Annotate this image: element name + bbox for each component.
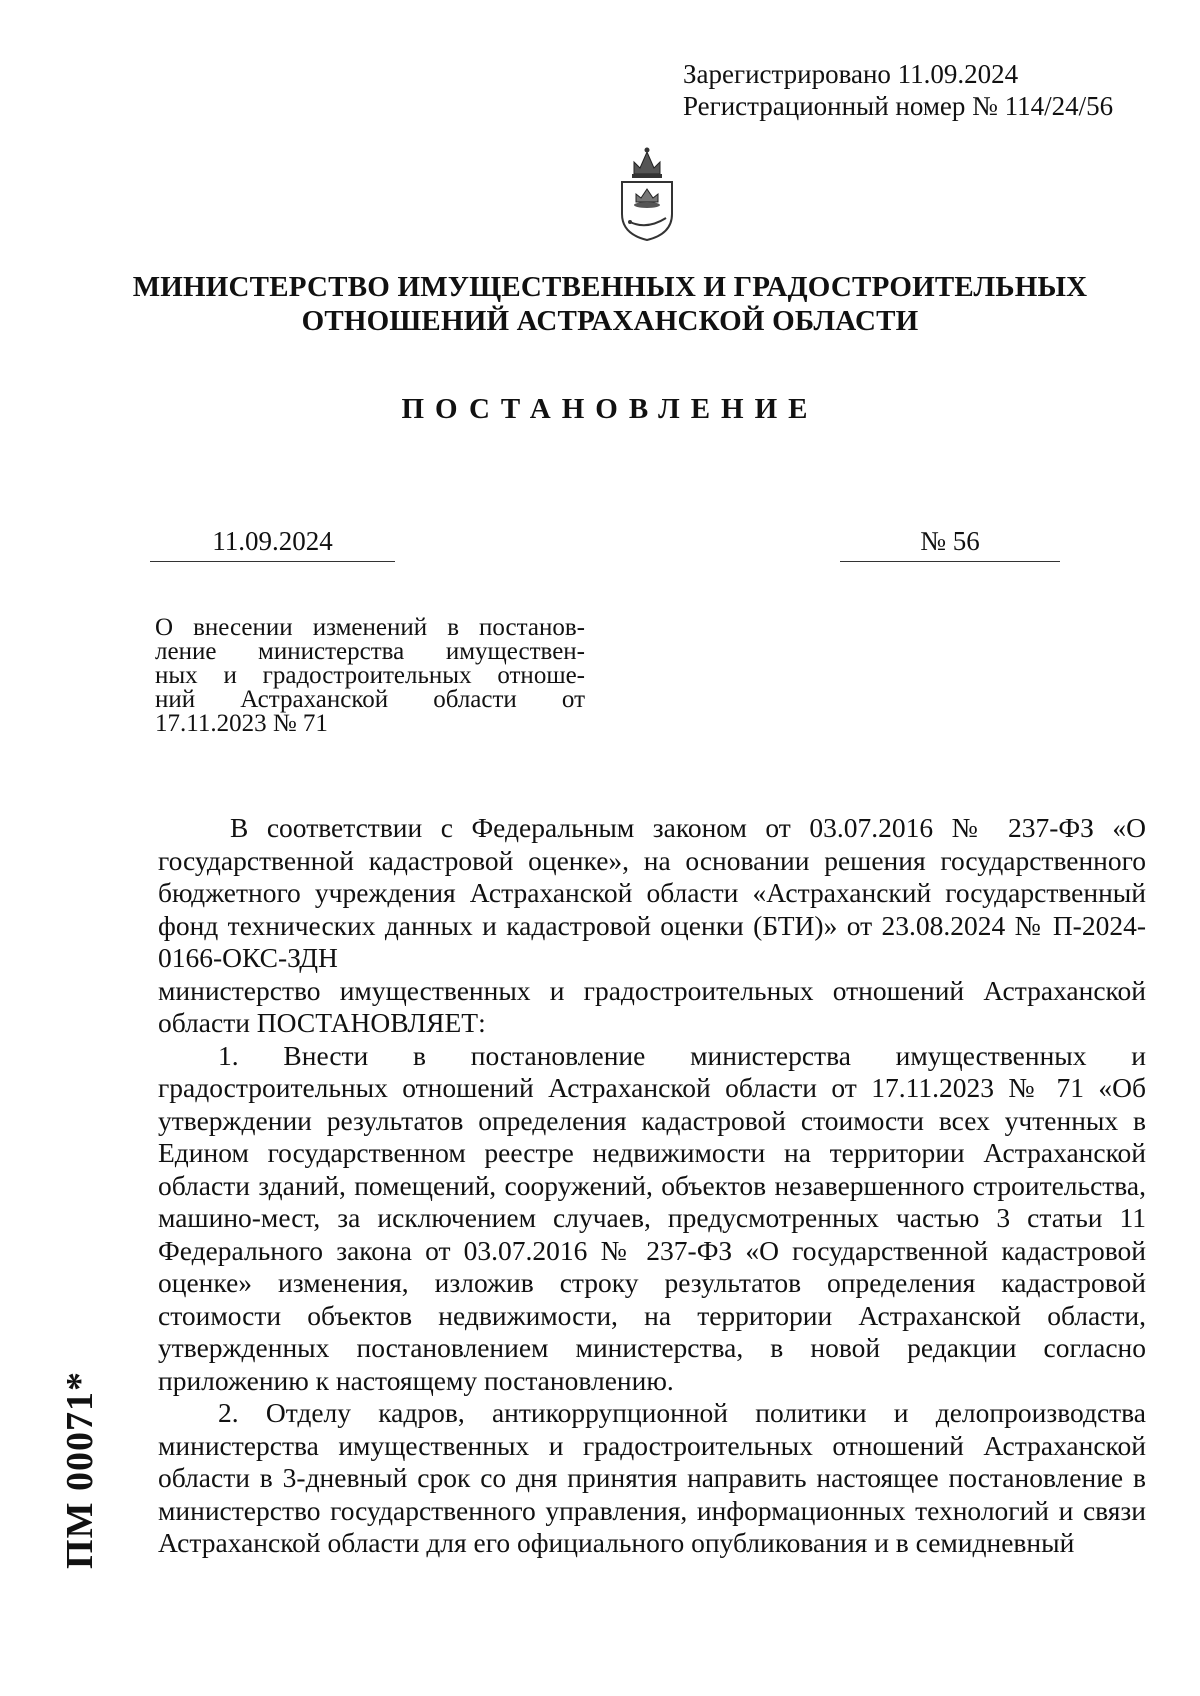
preamble-paragraph: В соответствии с Федеральным законом от 03.07.2016 № 237-ФЗ «О государственной кадастровой оценке», на основании решения государственного бюджетного учреждения Астраханской области «Астраханский государственный фонд технических данных и кадастровой оценки (БТИ)» от 23.08.2024 № П-2024-0166-ОКС-ЗДН	[158, 812, 1146, 973]
registration-number: Регистрационный номер № 114/24/56	[683, 91, 1114, 121]
document-type: ПОСТАНОВЛЕНИЕ	[401, 393, 819, 425]
document-date: 11.09.2024	[150, 526, 395, 562]
ministry-name	[120, 270, 1100, 338]
ministry-name-line2: ОТНОШЕНИЙ АСТРАХАНСКОЙ ОБЛАСТИ	[301, 305, 919, 337]
coat-of-arms-icon	[612, 144, 682, 244]
side-stamp	[60, 1340, 100, 1600]
item-1-paragraph: 1. Внести в постановление министерства имущественных и градостроительных отношений Астраханской области от 17.11.2023 № 71 «Об утверждении результатов определения кадастровой стоимости всех учтенных в Едином государственном реестре недвижимости на территории Астраханской области зданий, помещений, сооружений, объектов незавершенного строительства, машино-мест, за исключением случаев, предусмотренных частью 3 статьи 11 Федерального закона от 03.07.2016 № 237-ФЗ «О государственной кадастровой оценке» изменения, изложив строку результатов определения кадастровой стоимости объектов недвижимости, на территории Астраханской области, утвержденных постановлением министерства, в новой редакции согласно приложению к настоящему постановлению.	[158, 1039, 1146, 1396]
document-subject	[155, 616, 585, 736]
ministry-name-line1: МИНИСТЕРСТВО ИМУЩЕСТВЕННЫХ И ГРАДОСТРОИТЕЛЬНЫХ	[132, 271, 1088, 303]
side-stamp-text: ПМ 00071*	[59, 1371, 101, 1569]
item-2-paragraph: 2. Отделу кадров, антикоррупционной политики и делопроизводства министерства имущественных и градостроительных отношений Астраханской области в 3-дневный срок со дня принятия направить настоящее постановление в министерство государственного управления, информационных технологий и связи Астраханской области для его официального опубликования и в семидневный	[158, 1397, 1146, 1558]
subject-line: 17.11.2023 № 71	[155, 710, 328, 737]
document-body	[158, 812, 1146, 1560]
subject-line: О внесении изменений в постанов-	[155, 614, 585, 641]
subject-line: ных и градостроительных отноше-	[155, 662, 585, 689]
document-number: № 56	[840, 526, 1060, 562]
subject-line: ний Астраханской области от	[155, 686, 585, 713]
resolves-paragraph: министерство имущественных и градостроительных отношений Астраханской области ПОСТАНОВЛЯЕТ:	[158, 974, 1146, 1038]
registration-date: Зарегистрировано 11.09.2024	[683, 59, 1019, 89]
subject-line: ление министерства имуществен-	[155, 638, 585, 665]
registration-stamp	[683, 58, 1113, 122]
